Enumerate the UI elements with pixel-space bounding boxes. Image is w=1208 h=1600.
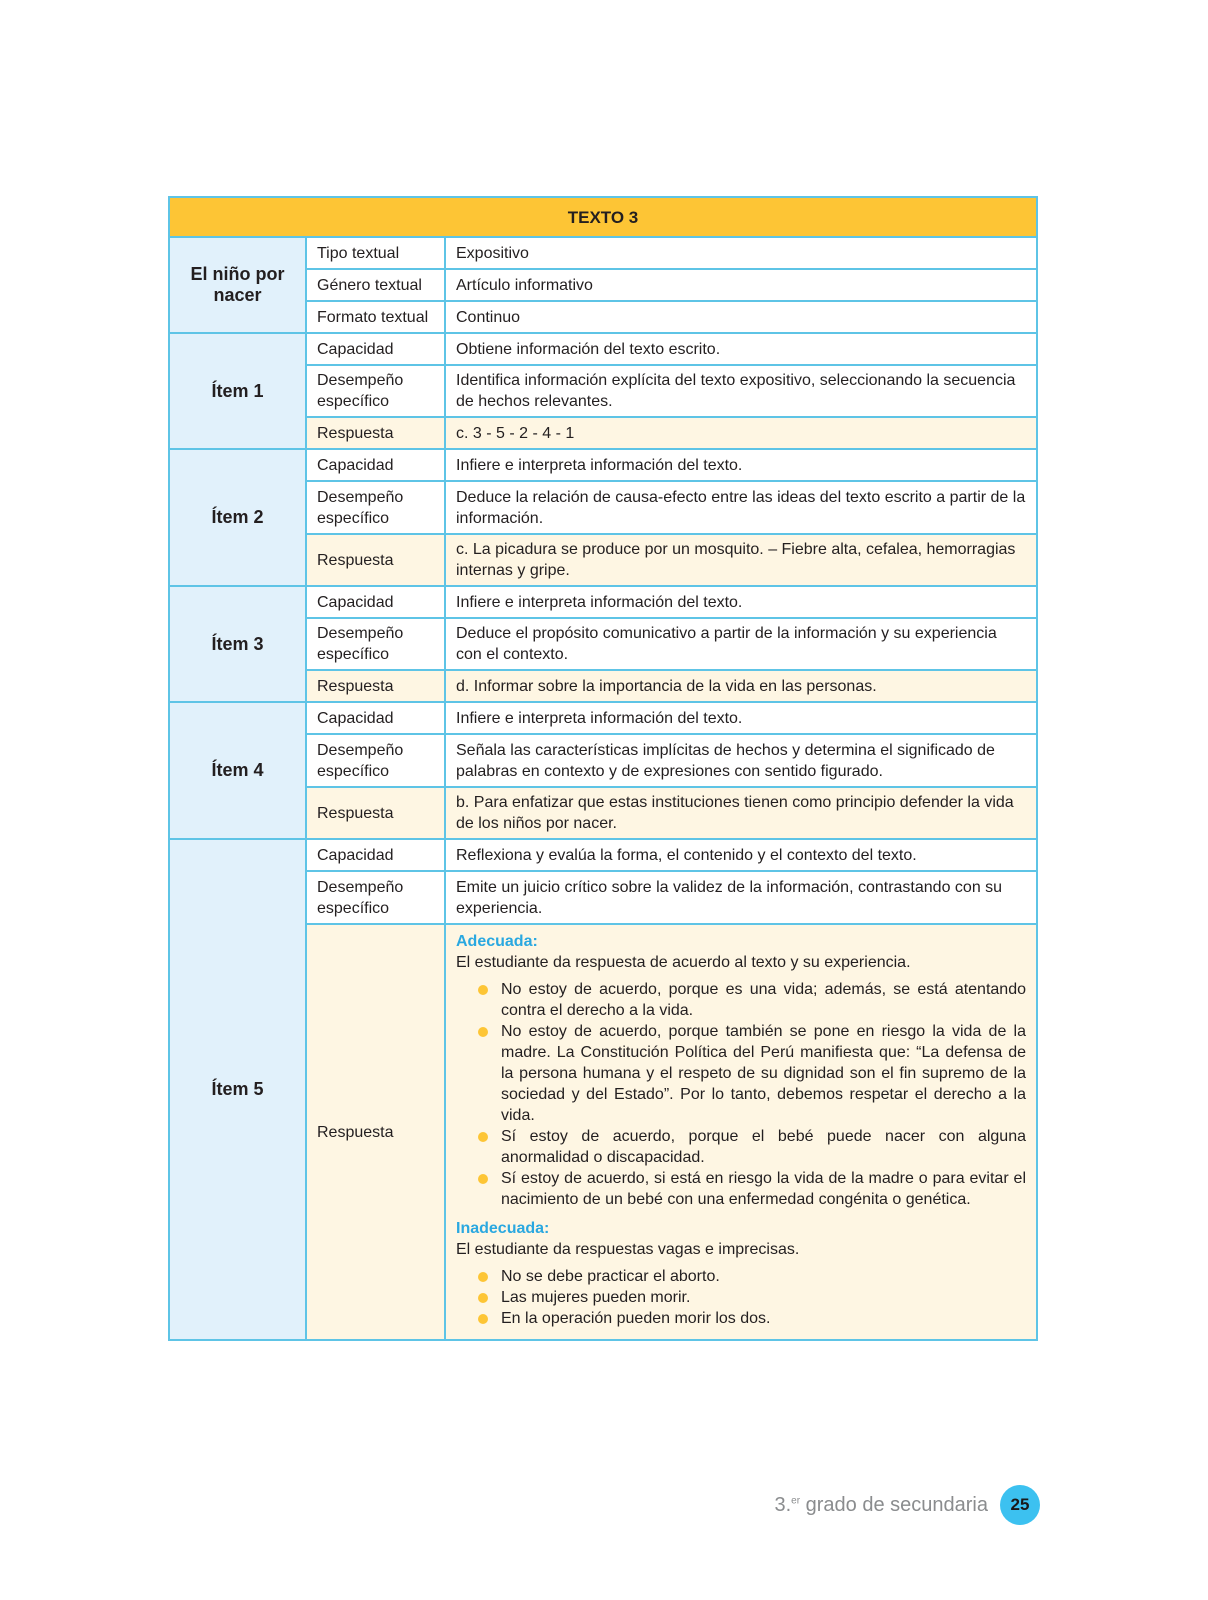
list-item: No estoy de acuerdo, porque también se pone en riesgo la vida de la madre. La Constitución Política del Perú manifiesta que: “La defensa de la persona humana y el respeto de su dignidad son el fin supremo de la sociedad y del Estado”. Por lo tanto, debemos respetar el derecho a la vida. bbox=[466, 1021, 1026, 1126]
tipo-value: Expositivo bbox=[445, 237, 1037, 269]
formato-label: Formato textual bbox=[306, 301, 445, 333]
list-item: No estoy de acuerdo, porque es una vida; además, se está atentando contra el derecho a la vida. bbox=[466, 979, 1026, 1021]
genero-value: Artículo informativo bbox=[445, 269, 1037, 301]
grade-number: 3. bbox=[774, 1493, 792, 1516]
adecuada-list bbox=[456, 979, 1026, 1210]
item-5-desempeno: Emite un juicio crítico sobre la validez de la información, contrastando con su experiencia. bbox=[445, 871, 1037, 924]
item-1-respuesta: c. 3 - 5 - 2 - 4 - 1 bbox=[445, 417, 1037, 449]
inadecuada-heading: Inadecuada: bbox=[456, 1220, 550, 1237]
item-4-respuesta: b. Para enfatizar que estas instituciones tienen como principio defender la vida de los niños por nacer. bbox=[445, 787, 1037, 839]
list-item: En la operación pueden morir los dos. bbox=[466, 1308, 1026, 1329]
item-5-capacidad: Reflexiona y evalúa la forma, el contenido y el contexto del texto. bbox=[445, 839, 1037, 871]
item-2-capacidad: Infiere e interpreta información del texto. bbox=[445, 449, 1037, 481]
item-3-respuesta: d. Informar sobre la importancia de la vida en las personas. bbox=[445, 670, 1037, 702]
item-3-capacidad: Infiere e interpreta información del texto. bbox=[445, 586, 1037, 618]
list-item: No se debe practicar el aborto. bbox=[466, 1266, 1026, 1287]
list-item: Sí estoy de acuerdo, si está en riesgo la vida de la madre o para evitar el nacimiento de un bebé con una enfermedad congénita o genética. bbox=[466, 1168, 1026, 1210]
item-4-respuesta-label: Respuesta bbox=[306, 787, 445, 839]
adecuada-heading: Adecuada: bbox=[456, 933, 538, 950]
inadecuada-list bbox=[456, 1266, 1026, 1329]
formato-value: Continuo bbox=[445, 301, 1037, 333]
answer-key-table bbox=[168, 196, 1038, 1341]
item-1-respuesta-label: Respuesta bbox=[306, 417, 445, 449]
item-4-title: Ítem 4 bbox=[169, 702, 306, 839]
item-2-respuesta: c. La picadura se produce por un mosquito. – Fiebre alta, cefalea, hemorragias internas y gripe. bbox=[445, 534, 1037, 586]
table-title: TEXTO 3 bbox=[169, 197, 1037, 237]
tipo-label: Tipo textual bbox=[306, 237, 445, 269]
item-1-capacidad-label: Capacidad bbox=[306, 333, 445, 365]
grade-superscript: er bbox=[791, 1494, 801, 1506]
item-5-desempeno-label: Desempeño específico bbox=[306, 871, 445, 924]
item-1-desempeno-label: Desempeño específico bbox=[306, 365, 445, 417]
item-5-respuesta-label: Respuesta bbox=[306, 924, 445, 1340]
adecuada-intro: El estudiante da respuesta de acuerdo al texto y su experiencia. bbox=[456, 954, 911, 971]
item-2-desempeno: Deduce la relación de causa-efecto entre las ideas del texto escrito a partir de la información. bbox=[445, 481, 1037, 534]
item-3-title: Ítem 3 bbox=[169, 586, 306, 702]
item-3-desempeno-label: Desempeño específico bbox=[306, 618, 445, 670]
item-1-desempeno: Identifica información explícita del texto expositivo, seleccionando la secuencia de hechos relevantes. bbox=[445, 365, 1037, 417]
item-3-desempeno: Deduce el propósito comunicativo a partir de la información y su experiencia con el contexto. bbox=[445, 618, 1037, 670]
item-4-capacidad-label: Capacidad bbox=[306, 702, 445, 734]
list-item: Las mujeres pueden morir. bbox=[466, 1287, 1026, 1308]
page-footer bbox=[774, 1485, 1040, 1525]
item-1-title: Ítem 1 bbox=[169, 333, 306, 449]
item-3-capacidad-label: Capacidad bbox=[306, 586, 445, 618]
item-2-title: Ítem 2 bbox=[169, 449, 306, 586]
item-5-title: Ítem 5 bbox=[169, 839, 306, 1340]
item-5-capacidad-label: Capacidad bbox=[306, 839, 445, 871]
item-5-respuesta bbox=[445, 924, 1037, 1340]
text-title: El niño por nacer bbox=[169, 237, 306, 333]
item-1-capacidad: Obtiene información del texto escrito. bbox=[445, 333, 1037, 365]
grade-label bbox=[774, 1494, 988, 1517]
item-2-capacidad-label: Capacidad bbox=[306, 449, 445, 481]
item-2-desempeno-label: Desempeño específico bbox=[306, 481, 445, 534]
item-4-desempeno-label: Desempeño específico bbox=[306, 734, 445, 787]
item-3-respuesta-label: Respuesta bbox=[306, 670, 445, 702]
grade-text: grado de secundaria bbox=[800, 1493, 988, 1516]
item-4-capacidad: Infiere e interpreta información del texto. bbox=[445, 702, 1037, 734]
page-number: 25 bbox=[1000, 1485, 1040, 1525]
item-4-desempeno: Señala las características implícitas de hechos y determina el significado de palabras en contexto y de expresiones con sentido figurado. bbox=[445, 734, 1037, 787]
list-item: Sí estoy de acuerdo, porque el bebé puede nacer con alguna anormalidad o discapacidad. bbox=[466, 1126, 1026, 1168]
inadecuada-intro: El estudiante da respuestas vagas e imprecisas. bbox=[456, 1241, 800, 1258]
item-2-respuesta-label: Respuesta bbox=[306, 534, 445, 586]
genero-label: Género textual bbox=[306, 269, 445, 301]
